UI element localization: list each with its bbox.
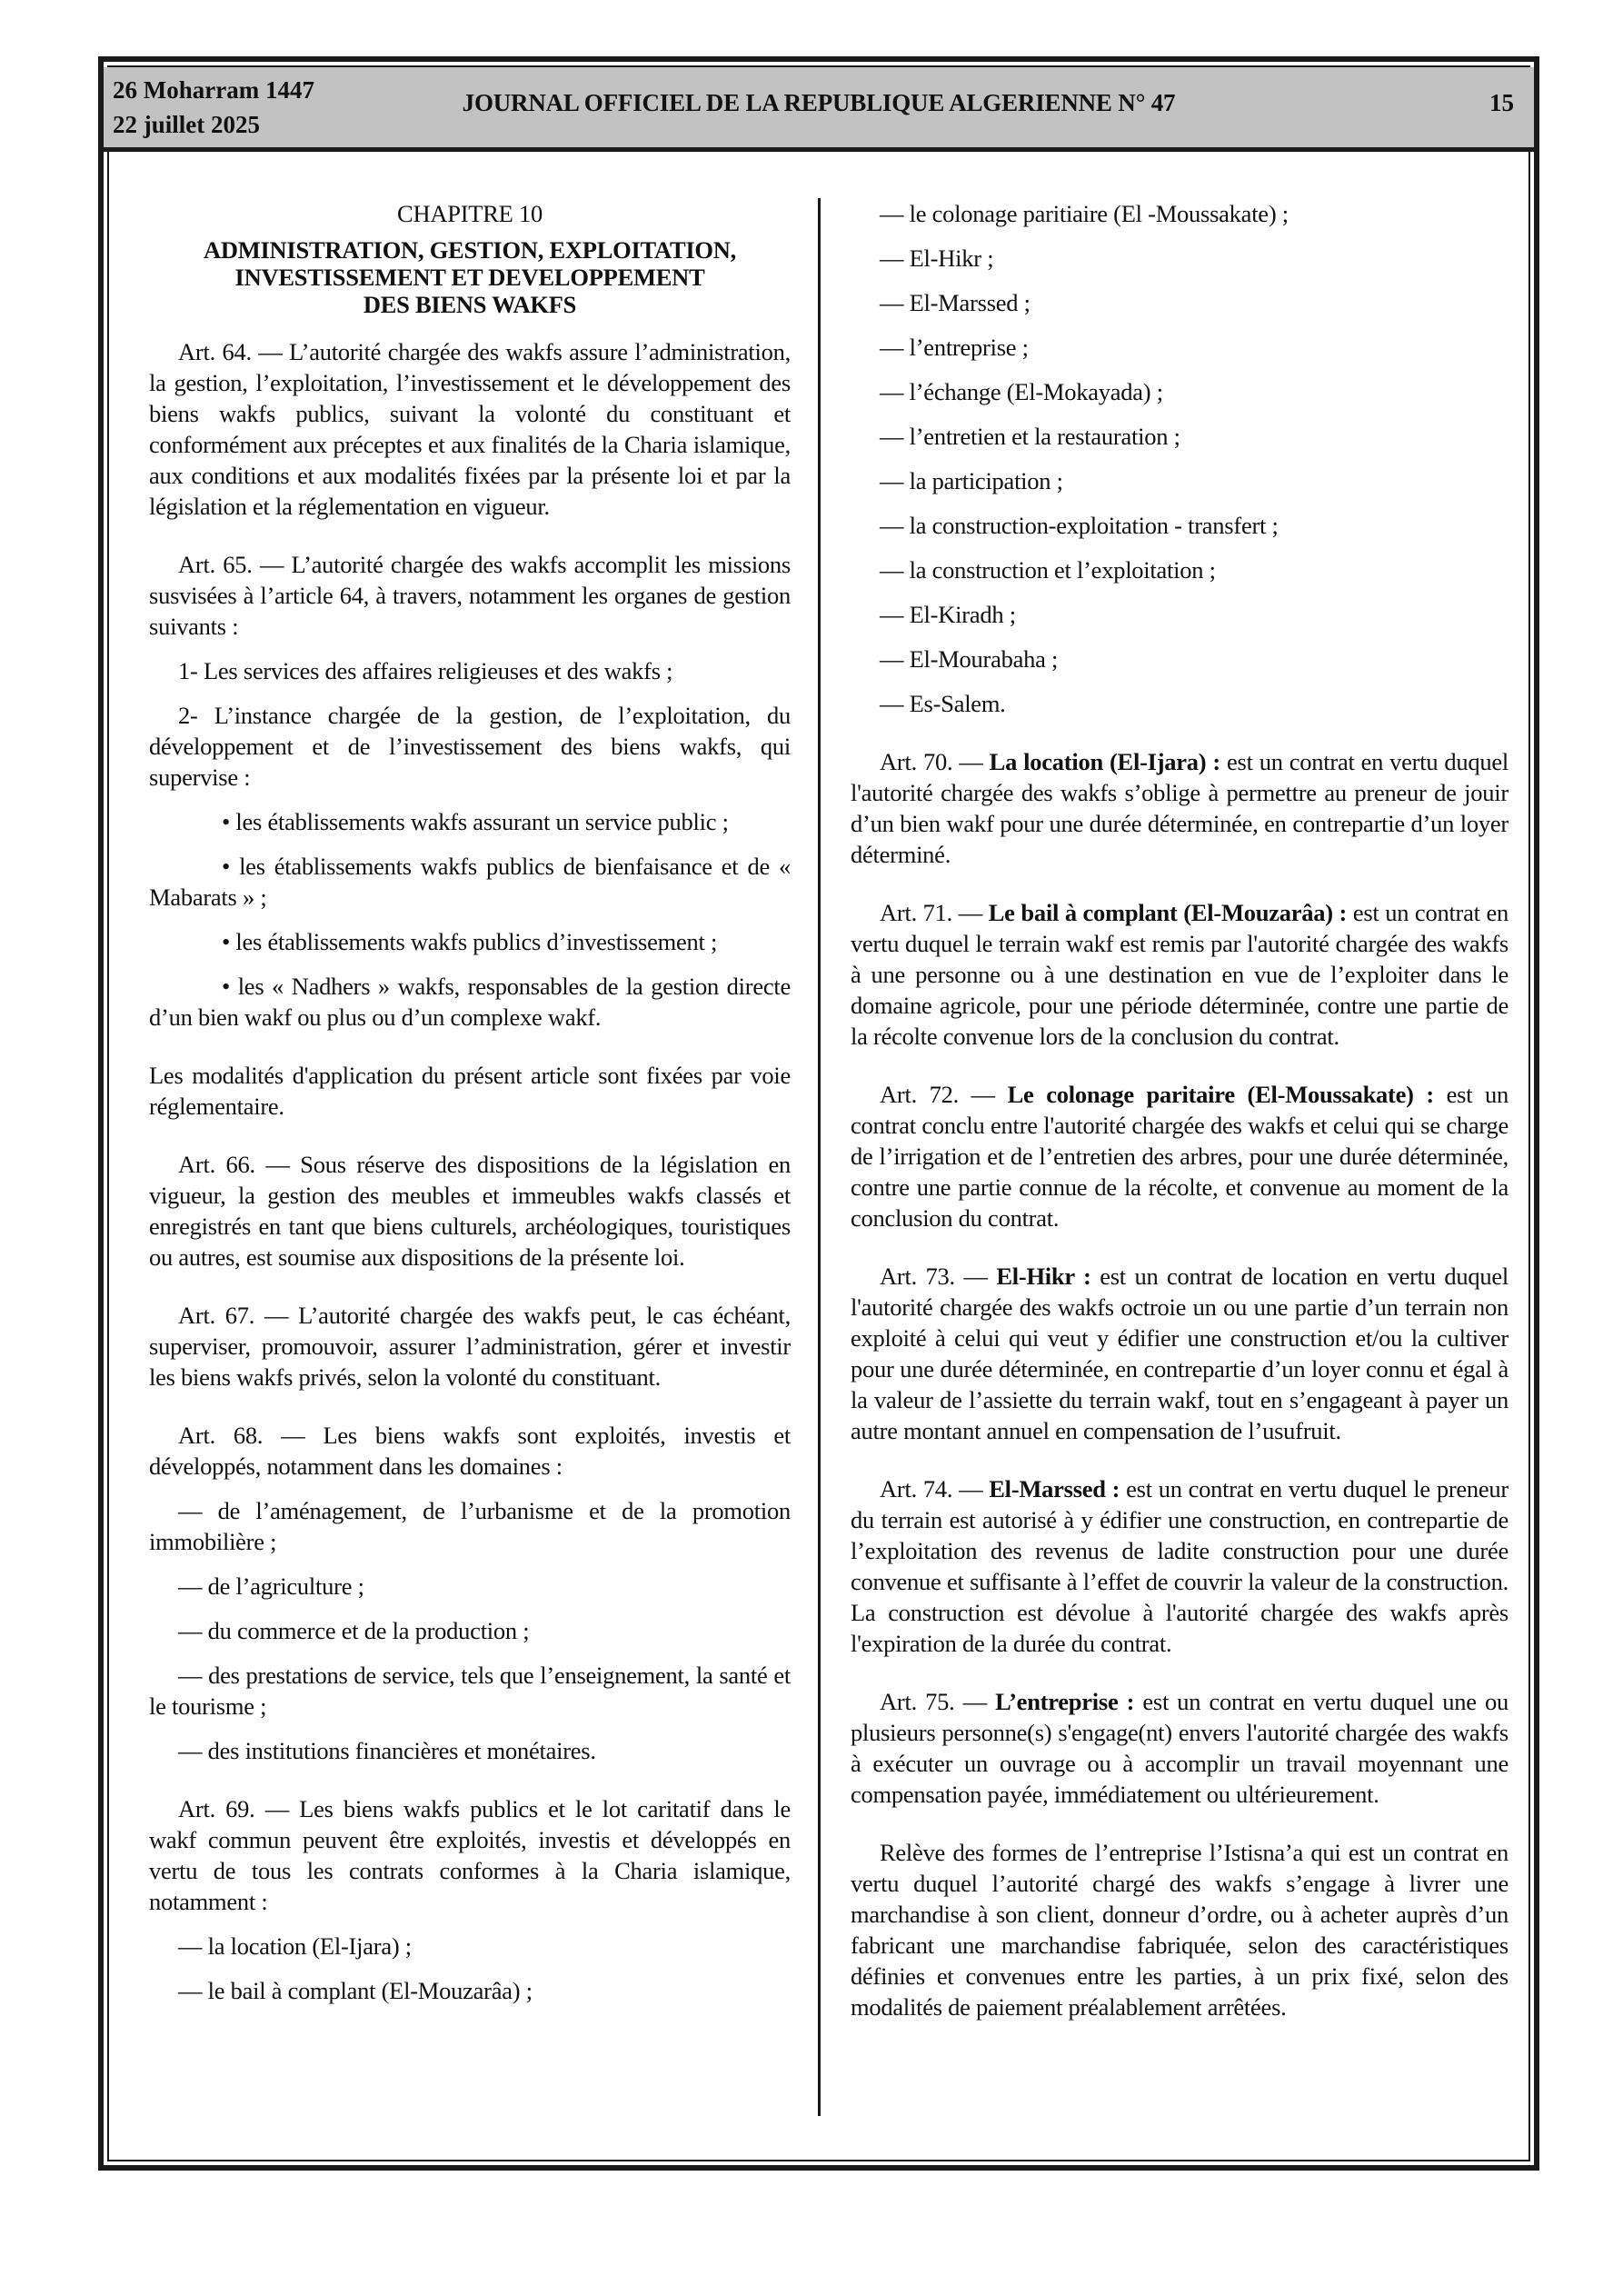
- article-71: [851, 897, 1508, 1052]
- istisna-paragraph: Relève des formes de l’entreprise l’Istisna’a qui est un contrat en vertu duquel l’autorité chargé des wakfs s’engage à livrer une marchandise à son client, donneur d’ordre, ou à acheter auprès d’un fabricant une marchandise fabriquée, selon des caractéristiques définies et convenues entre les parties, à un prix fixé, selon des modalités de paiement préalablement arrêtées.: [851, 1839, 1508, 2021]
- contract-item: — Es-Salem.: [880, 690, 1006, 717]
- contract-item: — le bail à complant (El-Mouzarâa) ;: [178, 1977, 533, 2004]
- chapter-title: [149, 236, 791, 318]
- article-number: Art. 75. —: [880, 1688, 996, 1715]
- contract-item: — El-Mourabaha ;: [880, 645, 1059, 673]
- journal-title: JOURNAL OFFICIEL DE LA REPUBLIQUE ALGERIENNE N° 47: [462, 89, 1176, 116]
- defined-term: El-Marssed :: [989, 1475, 1120, 1502]
- contract-item: — l’entretien et la restauration ;: [880, 423, 1180, 450]
- domain-item: — des institutions financières et monétaires.: [178, 1737, 596, 1764]
- organ-item: 1- Les services des affaires religieuses et des wakfs ;: [178, 657, 673, 684]
- article-74: [851, 1473, 1508, 1659]
- chapter-title-line: ADMINISTRATION, GESTION, EXPLOITATION,: [203, 236, 737, 264]
- article-65: Art. 65. — L’autorité chargée des wakfs accomplit les missions susvisées à l’article 64, à travers, notamment les organes de gestion suivants :: [149, 551, 791, 640]
- article-text: est un contrat en vertu duquel le preneur du terrain est autorisé à y édifier une construction, en contrepartie de l’exploitation des revenus de ladite construction pour une durée convenue et suffisante à l’effet de couvrir la valeur de la construction. La construction est dévolue à l'autorité chargée des wakfs après l'expiration de la durée du contrat.: [851, 1475, 1508, 1657]
- article-64: Art. 64. — L’autorité chargée des wakfs assure l’administration, la gestion, l’exploitation, l’investissement et le développement des biens wakfs publics, suivant la volonté du constituant et conformément aux préceptes et aux finalités de la Charia islamique, aux conditions et aux modalités fixées par la présente loi et par la législation et la réglementation en vigueur.: [149, 338, 791, 520]
- chapter-title-line: INVESTISSEMENT ET DEVELOPPEMENT: [234, 264, 705, 291]
- defined-term: El-Hikr :: [996, 1263, 1091, 1290]
- contract-item: — la construction-exploitation - transfert ;: [880, 512, 1279, 539]
- article-number: Art. 73. —: [880, 1263, 997, 1290]
- article-number: Art. 74. —: [880, 1475, 990, 1502]
- organ-item: 2- L’instance chargée de la gestion, de l’exploitation, du développement et de l’investissement des biens wakfs, qui supervise :: [149, 702, 791, 791]
- contract-item: — la location (El-Ijara) ;: [178, 1932, 412, 1960]
- article-text: est un contrat en vertu duquel l'autorité chargée des wakfs s’oblige à permettre au preneur de jouir d’un bien wakf pour une durée déterminée, en contrepartie d’un loyer déterminé.: [851, 748, 1509, 868]
- domain-item: — de l’aménagement, de l’urbanisme et de la promotion immobilière ;: [149, 1497, 791, 1555]
- domain-item: — de l’agriculture ;: [178, 1572, 364, 1600]
- article-66: Art. 66. — Sous réserve des dispositions de la législation en vigueur, la gestion des meubles et immeubles wakfs classés et enregistrés en tant que biens culturels, archéologiques, touristiques ou autres, est soumise aux dispositions de la présente loi.: [149, 1151, 791, 1271]
- article-number: Art. 70. —: [880, 748, 990, 775]
- article-text: est un contrat de location en vertu duquel l'autorité chargée des wakfs octroie un ou une partie d’un terrain non exploité à celui qui veut y édifier une construction et/ou la cultiver pour une durée déterminée, en contrepartie d’un loyer connu et égal à la valeur de l’assiette du terrain wakf, tout en s’engageant à payer un autre montant annuel en compensation de l’usufruit.: [851, 1263, 1508, 1444]
- hijri-date: 26 Moharram 1447: [113, 76, 314, 104]
- article-number: Art. 72. —: [880, 1081, 1008, 1108]
- article-68: Art. 68. — Les biens wakfs sont exploités, investis et développés, notamment dans les domaines :: [149, 1422, 791, 1480]
- contract-item: — le colonage paritiaire (El -Moussakate) ;: [880, 200, 1289, 227]
- left-column: [149, 198, 791, 2020]
- contract-item: — El-Marssed ;: [880, 289, 1031, 316]
- page-frame: [98, 56, 1539, 2171]
- bullet-item: • les établissements wakfs assurant un service public ;: [222, 808, 729, 835]
- right-column: [851, 198, 1508, 2036]
- article-69: Art. 69. — Les biens wakfs publics et le lot caritatif dans le wakf commun peuvent être exploités, investis et développés en vertu de tous les contrats conformes à la Charia islamique, notamment :: [149, 1795, 791, 1915]
- gregorian-date: 22 juillet 2025: [113, 111, 260, 138]
- implementation-note: Les modalités d'application du présent article sont fixées par voie réglementaire.: [149, 1062, 791, 1120]
- article-67: Art. 67. — L’autorité chargée des wakfs peut, le cas échéant, superviser, promouvoir, assurer l’administration, gérer et investir les biens wakfs privés, selon la volonté du constituant.: [149, 1302, 791, 1391]
- journal-header: [104, 67, 1534, 152]
- contract-item: — l’entreprise ;: [880, 334, 1029, 361]
- domain-item: — des prestations de service, tels que l’enseignement, la santé et le tourisme ;: [149, 1662, 791, 1720]
- defined-term: La location (El-Ijara) :: [989, 748, 1220, 775]
- article-number: Art. 71. —: [880, 899, 989, 926]
- column-divider: [818, 198, 821, 2116]
- defined-term: Le colonage paritaire (El-Moussakate) :: [1007, 1081, 1434, 1108]
- bullet-item: • les établissements wakfs publics de bienfaisance et de « Mabarats » ;: [149, 853, 791, 911]
- article-text: est un contrat conclu entre l'autorité chargée des wakfs et celui qui se charge de l’irrigation et de l’entretien des arbres, pour une durée déterminée, contre une partie connue de la récolte, et convenue au moment de la conclusion du contrat.: [851, 1081, 1508, 1232]
- defined-term: Le bail à complant (El-Mouzarâa) :: [988, 899, 1348, 926]
- chapter-label: CHAPITRE 10: [397, 200, 543, 227]
- article-text: est un contrat en vertu duquel une ou plusieurs personne(s) s'engage(nt) envers l'autorité chargée des wakfs à exécuter un ouvrage ou à accomplir un travail moyennant une compensation payée, immédiatement ou ultérieurement.: [851, 1688, 1508, 1808]
- article-75: [851, 1686, 1508, 1810]
- domain-item: — du commerce et de la production ;: [178, 1617, 530, 1644]
- article-73: [851, 1261, 1508, 1446]
- contract-item: — la participation ;: [880, 467, 1063, 494]
- chapter-title-line: DES BIENS WAKFS: [363, 291, 577, 318]
- contract-item: — El-Kiradh ;: [880, 601, 1016, 628]
- contract-item: — El-Hikr ;: [880, 245, 994, 272]
- contract-item: — l’échange (El-Mokayada) ;: [880, 378, 1163, 405]
- bullet-item: • les « Nadhers » wakfs, responsables de la gestion directe d’un bien wakf ou plus ou d’un complexe wakf.: [149, 973, 791, 1031]
- defined-term: L’entreprise :: [995, 1688, 1135, 1715]
- article-text: est un contrat en vertu duquel le terrain wakf est remis par l'autorité chargée des wakfs à une personne ou à une destination en vue de l’exploiter dans le domaine agricole, pour une période déterminée, contre une partie de la récolte convenue lors de la conclusion du contrat.: [851, 899, 1508, 1050]
- article-70: [851, 746, 1508, 870]
- page-number: 15: [1489, 89, 1514, 116]
- bullet-item: • les établissements wakfs publics d’investissement ;: [222, 928, 718, 955]
- contract-item: — la construction et l’exploitation ;: [880, 556, 1216, 584]
- article-72: [851, 1079, 1508, 1233]
